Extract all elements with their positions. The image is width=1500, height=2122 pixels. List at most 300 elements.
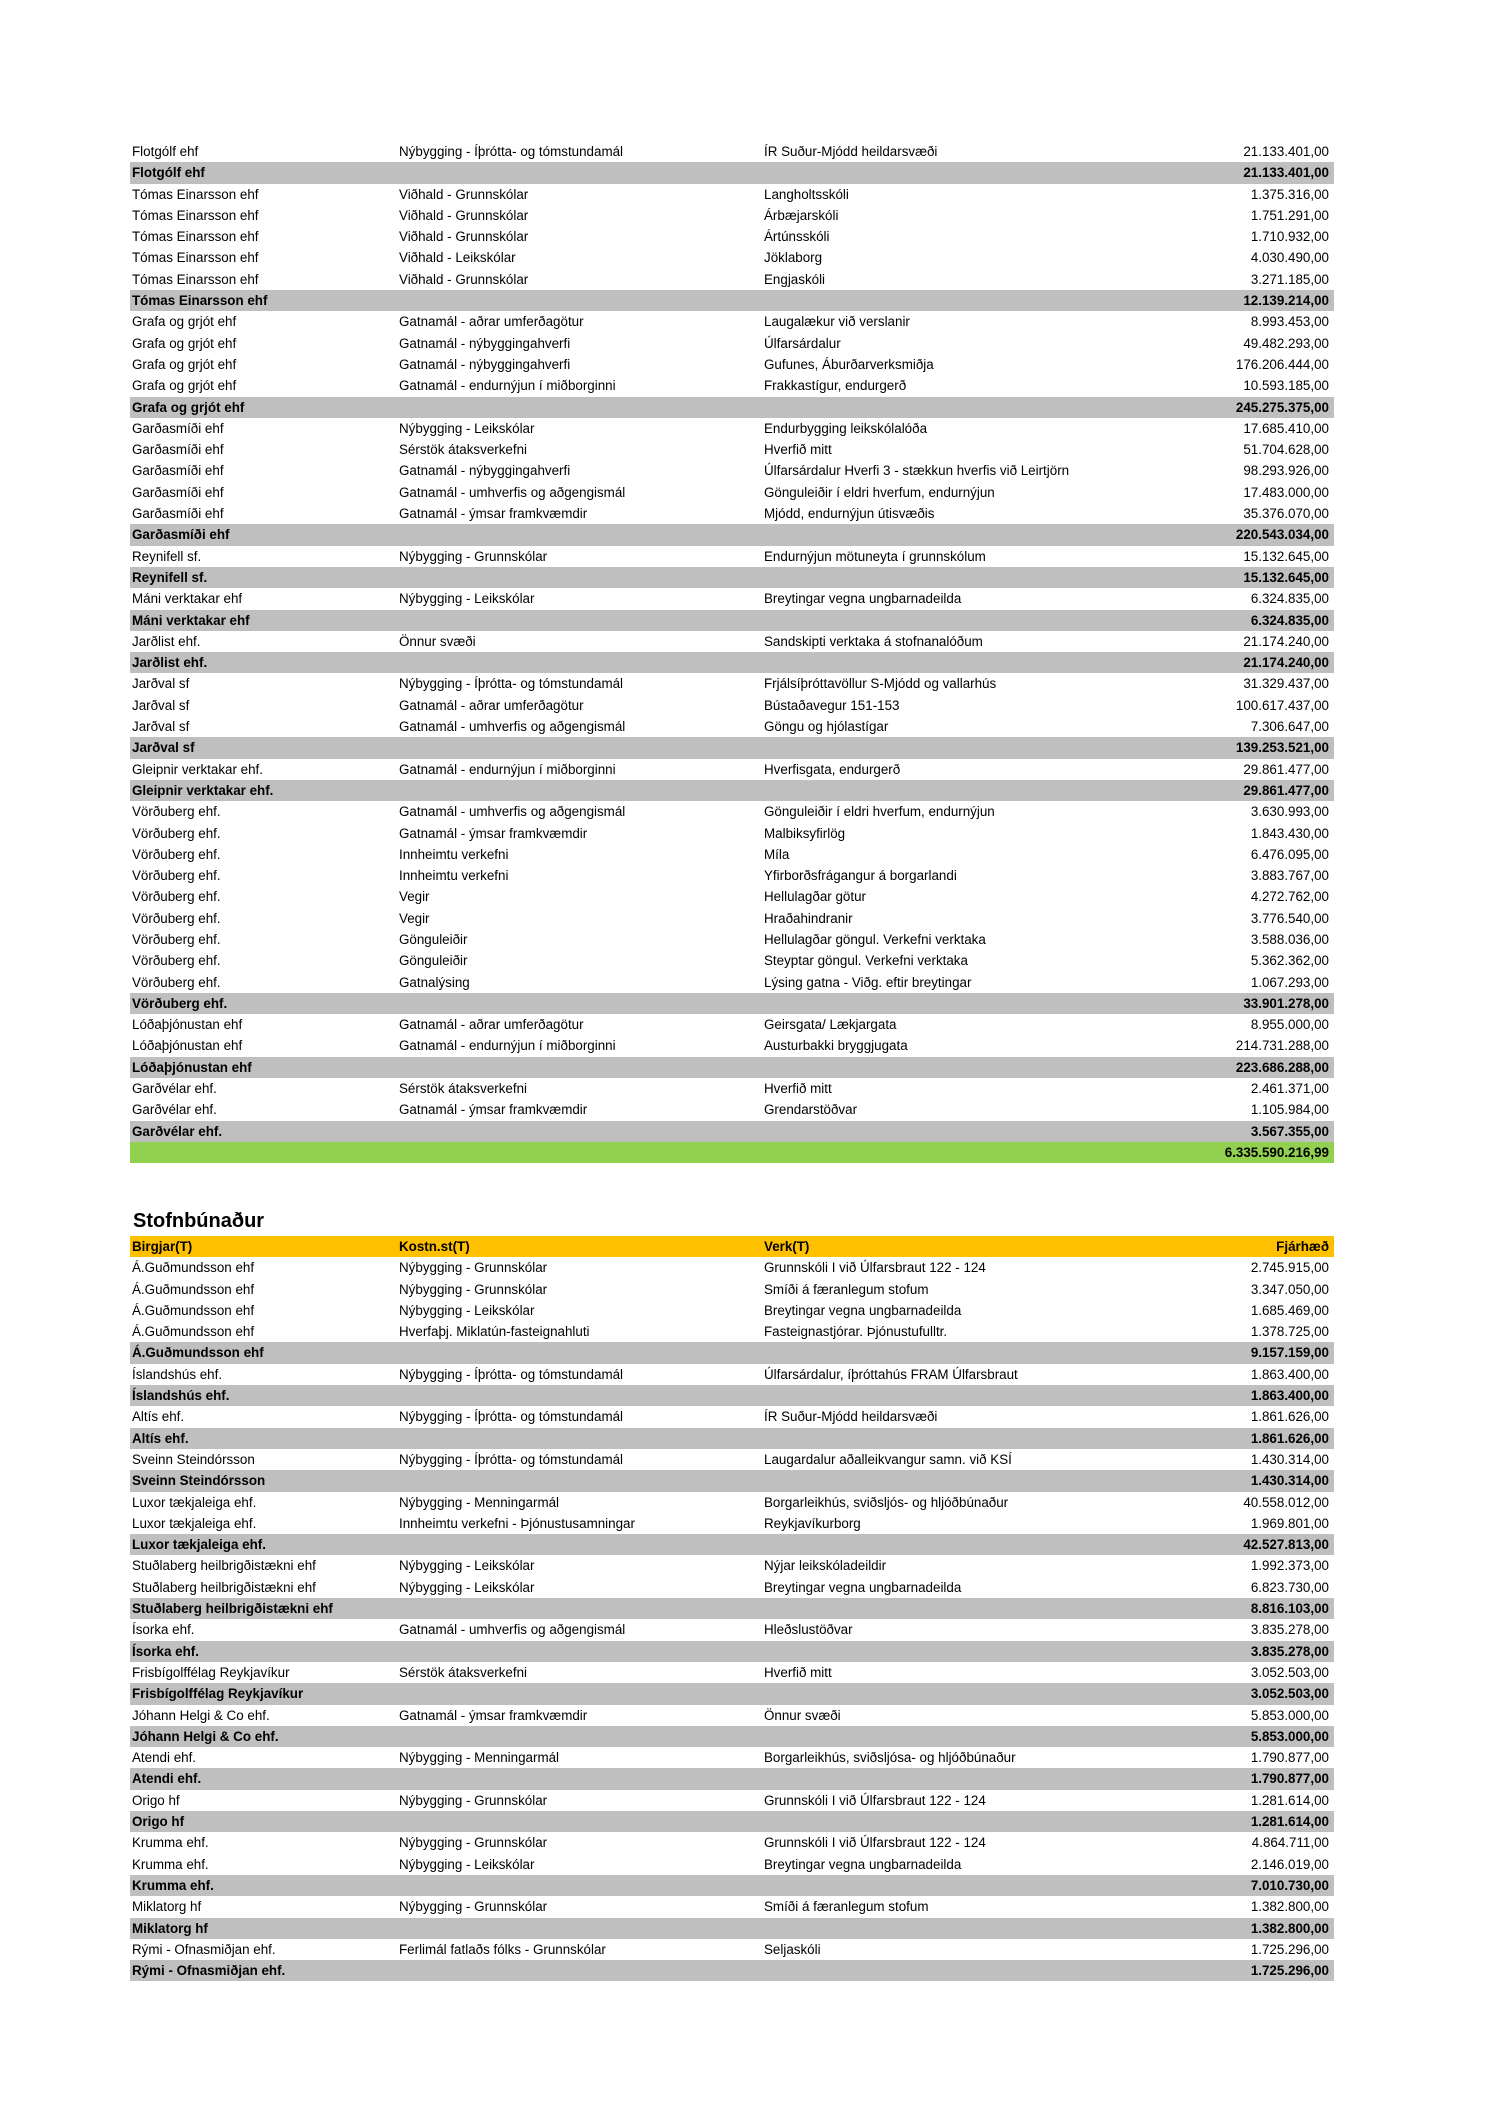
cell-project: Breytingar vegna ungbarnadeilda (764, 1579, 962, 1595)
cell-project: Úlfarsárdalur (764, 335, 841, 351)
cell-amount: 9.157.159,00 (1250, 1345, 1329, 1361)
cell-cost-center: Innheimtu verkefni (399, 868, 509, 884)
cell-supplier: Flotgólf ehf (132, 165, 205, 181)
table-row (130, 482, 1334, 503)
cell-cost-center: Nýbygging - Íþrótta- og tómstundamál (399, 144, 624, 159)
cell-cost-center: Gatnamál - aðrar umferðagötur (399, 697, 584, 713)
table-row (130, 950, 1334, 971)
cell-amount: 3.567.355,00 (1250, 1123, 1329, 1139)
cell-project: Borgarleikhús, sviðsljósa- og hljóðbúnaður (764, 1750, 1016, 1766)
cell-supplier: Vörðuberg ehf. (132, 910, 221, 926)
cell-project (764, 1683, 1208, 1704)
cell-amount: 2.146.019,00 (1250, 1856, 1329, 1872)
cell-supplier: Lóðaþjónustan ehf (132, 1059, 252, 1075)
table-row (130, 929, 1334, 950)
cell-amount: 6.335.590.216,99 (1224, 1144, 1329, 1160)
cell-cost-center: Nýbygging - Grunnskólar (399, 1899, 548, 1915)
cell-amount: 4.864.711,00 (1251, 1835, 1329, 1851)
subtotal-row (130, 1342, 1334, 1363)
cell-amount: 220.543.034,00 (1235, 527, 1329, 543)
table-row (130, 503, 1334, 524)
cell-cost-center: Viðhald - Grunnskólar (399, 186, 529, 202)
cell-supplier: Sveinn Steindórsson (132, 1473, 266, 1489)
cell-amount: 10.593.185,00 (1243, 378, 1329, 394)
cell-amount: 15.132.645,00 (1243, 548, 1329, 564)
cell-project: Seljaskóli (764, 1941, 821, 1957)
cell-supplier: Vörðuberg ehf. (132, 868, 221, 884)
cell-amount: 1.992.373,00 (1250, 1558, 1329, 1574)
cell-cost-center (399, 610, 764, 631)
cell-supplier: Altís ehf. (132, 1409, 185, 1425)
table-row (130, 759, 1334, 780)
cell-supplier: Frisbígolffélag Reykjavíkur (132, 1686, 304, 1702)
cell-cost-center: Gatnamál - umhverfis og aðgengismál (399, 1622, 626, 1638)
table-row (130, 205, 1334, 226)
cell-amount: 1.430.314,00 (1250, 1451, 1329, 1467)
cell-amount: 17.483.000,00 (1243, 484, 1329, 500)
cell-amount: 3.630.993,00 (1250, 804, 1329, 820)
subtotal-row (130, 610, 1334, 631)
cell-amount: 6.823.730,00 (1250, 1579, 1329, 1595)
cell-cost-center: Nýbygging - Leikskólar (399, 420, 535, 436)
cell-cost-center: Viðhald - Grunnskólar (399, 207, 529, 223)
cell-cost-center: Gatnamál - endurnýjun í miðborginni (399, 378, 616, 394)
subtotal-row (130, 780, 1334, 801)
table-row (130, 1035, 1334, 1056)
cell-project: Frjálsíþróttavöllur S-Mjódd og vallarhús (764, 676, 997, 692)
cell-amount: 1.861.626,00 (1250, 1430, 1329, 1446)
cell-amount: 3.776.540,00 (1250, 910, 1329, 926)
cell-project (764, 1768, 1208, 1789)
cell-cost-center: Nýbygging - Menningarmál (399, 1494, 560, 1510)
table-row (130, 1747, 1334, 1768)
cell-project: Gönguleiðir í eldri hverfum, endurnýjun (764, 484, 995, 500)
cell-supplier: Á.Guðmundsson ehf (132, 1281, 255, 1297)
cell-supplier: Íslandshús ehf. (132, 1366, 223, 1382)
cell-supplier: Lóðaþjónustan ehf (132, 1038, 243, 1054)
table-row (130, 226, 1334, 247)
cell-supplier: Origo hf (132, 1814, 185, 1830)
table-row (130, 1014, 1334, 1035)
cell-amount: 1.382.800,00 (1250, 1899, 1329, 1915)
cell-cost-center (399, 1470, 764, 1491)
cell-project: Langholtsskóli (764, 186, 849, 202)
table-row (130, 695, 1334, 716)
cell-cost-center (399, 993, 764, 1014)
cell-project (764, 780, 1208, 801)
cell-amount: 223.686.288,00 (1235, 1059, 1329, 1075)
cell-supplier (130, 1142, 399, 1163)
table-row (130, 631, 1334, 652)
table-row (130, 673, 1334, 694)
cell-project: Sandskipti verktaka á stofnanalóðum (764, 633, 983, 649)
cell-project: Ártúnsskóli (764, 229, 830, 245)
cell-project: Árbæjarskóli (764, 207, 839, 223)
cell-supplier: Garðvélar ehf. (132, 1102, 217, 1118)
cell-amount: 33.901.278,00 (1243, 995, 1329, 1011)
cell-project: Jöklaborg (764, 250, 823, 266)
cell-supplier: Grafa og grjót ehf (132, 399, 245, 415)
cell-project (764, 397, 1208, 418)
cell-cost-center (399, 1598, 764, 1619)
table-row (130, 1705, 1334, 1726)
cell-amount: 1.790.877,00 (1250, 1771, 1329, 1787)
cell-cost-center (399, 162, 764, 183)
cell-amount: 1.281.614,00 (1250, 1814, 1329, 1830)
cell-amount: 17.685.410,00 (1243, 420, 1329, 436)
cell-amount: 100.617.437,00 (1235, 697, 1329, 713)
cell-project: Mjódd, endurnýjun útisvæðis (764, 506, 935, 522)
table-row (130, 716, 1334, 737)
table-row (130, 844, 1334, 865)
subtotal-row (130, 1875, 1334, 1896)
cell-supplier: Tómas Einarsson ehf (132, 229, 259, 245)
cell-cost-center: Gatnamál - nýbyggingahverfi (399, 335, 571, 351)
cell-amount: 3.835.278,00 (1250, 1643, 1329, 1659)
cell-project: Frakkastígur, endurgerð (764, 378, 907, 394)
cell-project: Hverfið mitt (764, 442, 832, 458)
cell-cost-center: Nýbygging - Íþrótta- og tómstundamál (399, 1366, 624, 1382)
cell-cost-center (399, 1726, 764, 1747)
cell-cost-center: Ferlimál fatlaðs fólks - Grunnskólar (399, 1941, 606, 1957)
cell-supplier: Vörðuberg ehf. (132, 931, 221, 947)
cell-supplier: Máni verktakar ehf (132, 612, 250, 628)
cell-project: Breytingar vegna ungbarnadeilda (764, 1302, 962, 1318)
cell-project (764, 1142, 1208, 1163)
cell-amount: 21.174.240,00 (1243, 655, 1329, 671)
cell-cost-center (399, 1121, 764, 1142)
cell-supplier: Á.Guðmundsson ehf (132, 1345, 264, 1361)
cell-amount: 40.558.012,00 (1243, 1494, 1329, 1510)
cell-supplier: Krumma ehf. (132, 1856, 209, 1872)
cell-amount: 1.861.626,00 (1250, 1409, 1329, 1425)
cell-project (764, 567, 1208, 588)
cell-amount: 29.861.477,00 (1243, 761, 1329, 777)
subtotal-row (130, 1598, 1334, 1619)
cell-cost-center: Nýbygging - Leikskólar (399, 1558, 535, 1574)
cell-amount: 21.174.240,00 (1243, 633, 1329, 649)
cell-cost-center: Gatnamál - nýbyggingahverfi (399, 463, 571, 479)
cell-cost-center: Nýbygging - Grunnskólar (399, 1792, 548, 1808)
cell-project: Grunnskóli I við Úlfarsbraut 122 - 124 (764, 1260, 986, 1276)
cell-amount: 6.324.835,00 (1250, 591, 1329, 607)
table-row (130, 141, 1334, 162)
table-row (130, 375, 1334, 396)
cell-amount: 4.030.490,00 (1250, 250, 1329, 266)
cell-project (764, 1470, 1208, 1491)
cell-supplier: Luxor tækjaleiga ehf. (132, 1537, 266, 1553)
table-row (130, 1300, 1334, 1321)
cell-cost-center (399, 1918, 764, 1939)
subtotal-row (130, 1385, 1334, 1406)
cell-supplier: Á.Guðmundsson ehf (132, 1302, 255, 1318)
cell-project: Önnur svæði (764, 1707, 841, 1723)
cell-amount: 1.281.614,00 (1250, 1792, 1329, 1808)
cell-amount: 31.329.437,00 (1243, 676, 1329, 692)
cell-project: Endurbygging leikskólalóða (764, 420, 928, 436)
grand-total-row (130, 1142, 1334, 1163)
cell-supplier: Vörðuberg ehf. (132, 953, 221, 969)
cell-cost-center (399, 1641, 764, 1662)
table-row (130, 588, 1334, 609)
cell-amount: 2.461.371,00 (1250, 1081, 1329, 1097)
cell-cost-center (399, 1960, 764, 1981)
cell-supplier: Jarðval sf (132, 697, 190, 713)
cell-cost-center: Gatnamál - nýbyggingahverfi (399, 356, 571, 372)
cell-cost-center: Gatnamál - ýmsar framkvæmdir (399, 1707, 588, 1723)
cell-project: Laugalækur við verslanir (764, 314, 910, 330)
cell-project (764, 1811, 1208, 1832)
cell-cost-center: Önnur svæði (399, 633, 476, 649)
cell-supplier: Miklatorg hf (132, 1899, 202, 1915)
table-row (130, 1257, 1334, 1278)
cell-project: Gufunes, Áburðarverksmiðja (764, 356, 934, 372)
subtotal-row (130, 1683, 1334, 1704)
cell-amount: 245.275.375,00 (1235, 399, 1329, 415)
cell-amount: 8.816.103,00 (1250, 1601, 1329, 1617)
cell-amount: 3.588.036,00 (1250, 931, 1329, 947)
cell-cost-center: Nýbygging - Íþrótta- og tómstundamál (399, 676, 624, 692)
cell-supplier: Tómas Einarsson ehf (132, 250, 259, 266)
cell-cost-center: Nýbygging - Grunnskólar (399, 1260, 548, 1276)
subtotal-row (130, 1428, 1334, 1449)
cell-project (764, 1428, 1208, 1449)
cell-project (764, 1918, 1208, 1939)
cell-supplier: Tómas Einarsson ehf (132, 207, 259, 223)
cell-project: Malbiksyfirlög (764, 825, 846, 841)
cell-supplier: Garðasmíði ehf (132, 420, 224, 436)
cell-project: Fasteignastjórar. Þjónustufulltr. (764, 1324, 948, 1340)
cell-project (764, 1875, 1208, 1896)
cell-supplier: Garðasmíði ehf (132, 506, 224, 522)
table-row (130, 1555, 1334, 1576)
cell-amount: 35.376.070,00 (1243, 506, 1329, 522)
cell-project: ÍR Suður-Mjódd heildarsvæði (764, 1409, 938, 1425)
cell-supplier: Vörðuberg ehf. (132, 974, 221, 990)
cell-project (764, 652, 1208, 673)
subtotal-row (130, 1534, 1334, 1555)
cell-cost-center (399, 567, 764, 588)
cell-cost-center (399, 1534, 764, 1555)
cell-cost-center: Nýbygging - Leikskólar (399, 1856, 535, 1872)
cell-amount: 1.863.400,00 (1250, 1366, 1329, 1382)
cell-amount: 1.430.314,00 (1250, 1473, 1329, 1489)
cell-project (764, 162, 1208, 183)
cell-cost-center: Gatnamál - ýmsar framkvæmdir (399, 825, 588, 841)
header-amount: Fjárhæð (1276, 1239, 1329, 1254)
subtotal-row (130, 567, 1334, 588)
cell-cost-center: Sérstök átaksverkefni (399, 1081, 528, 1097)
subtotal-row (130, 1057, 1334, 1078)
cell-cost-center: Innheimtu verkefni - Þjónustusamningar (399, 1515, 635, 1531)
cell-supplier: Jóhann Helgi & Co ehf. (132, 1707, 270, 1723)
cell-cost-center: Viðhald - Grunnskólar (399, 229, 529, 245)
cell-project (764, 1057, 1208, 1078)
cell-cost-center (399, 1875, 764, 1896)
cell-project: Hverfið mitt (764, 1664, 832, 1680)
cell-project: Borgarleikhús, sviðsljós- og hljóðbúnaður (764, 1494, 1009, 1510)
cell-supplier: Vörðuberg ehf. (132, 889, 221, 905)
table-row (130, 1513, 1334, 1534)
cell-project: Gönguleiðir í eldri hverfum, endurnýjun (764, 804, 995, 820)
cell-supplier: Garðasmíði ehf (132, 442, 224, 458)
cell-project: Grunnskóli I við Úlfarsbraut 122 - 124 (764, 1792, 986, 1808)
cell-amount: 1.378.725,00 (1250, 1324, 1329, 1340)
subtotal-row (130, 162, 1334, 183)
cell-amount: 1.710.932,00 (1250, 229, 1329, 245)
cell-amount: 12.139.214,00 (1243, 293, 1329, 309)
cell-project: Grunnskóli I við Úlfarsbraut 122 - 124 (764, 1835, 986, 1851)
cell-amount: 6.476.095,00 (1250, 846, 1329, 862)
cell-project: Austurbakki bryggjugata (764, 1038, 908, 1054)
cell-supplier: Grafa og grjót ehf (132, 314, 237, 330)
table-row (130, 1279, 1334, 1300)
cell-project: Breytingar vegna ungbarnadeilda (764, 591, 962, 607)
cell-project (764, 1342, 1208, 1363)
cell-supplier: Garðvélar ehf. (132, 1081, 217, 1097)
table-row (130, 1854, 1334, 1875)
cell-supplier: Jarðval sf (132, 740, 195, 756)
cell-supplier: Vörðuberg ehf. (132, 846, 221, 862)
table-row (130, 886, 1334, 907)
cell-project (764, 737, 1208, 758)
cell-supplier: Jarðval sf (132, 676, 190, 692)
cell-supplier: Reynifell sf. (132, 569, 208, 585)
cell-cost-center (399, 780, 764, 801)
cell-cost-center: Nýbygging - Grunnskólar (399, 1835, 548, 1851)
cell-supplier: Garðvélar ehf. (132, 1123, 223, 1139)
cell-cost-center (399, 524, 764, 545)
cell-project (764, 524, 1208, 545)
cell-amount: 3.347.050,00 (1250, 1281, 1329, 1297)
cell-project: Úlfarsárdalur, íþróttahús FRAM Úlfarsbraut (764, 1366, 1018, 1382)
cell-amount: 21.133.401,00 (1243, 165, 1329, 181)
cell-amount: 2.745.915,00 (1250, 1260, 1329, 1276)
cell-project (764, 993, 1208, 1014)
subtotal-row (130, 737, 1334, 758)
cell-cost-center (399, 1342, 764, 1363)
cell-supplier: Máni verktakar ehf (132, 591, 243, 607)
cell-amount: 7.010.730,00 (1250, 1877, 1329, 1893)
cell-supplier: Grafa og grjót ehf (132, 378, 237, 394)
cell-cost-center (399, 1811, 764, 1832)
subtotal-row (130, 1470, 1334, 1491)
cell-cost-center: Gönguleiðir (399, 931, 468, 947)
cell-cost-center: Gatnamál - aðrar umferðagötur (399, 1017, 584, 1033)
cell-cost-center: Gatnamál - endurnýjun í miðborginni (399, 761, 616, 777)
cell-cost-center: Nýbygging - Leikskólar (399, 1302, 535, 1318)
table-header-row (130, 1236, 1334, 1257)
cell-amount: 5.853.000,00 (1250, 1707, 1329, 1723)
cell-cost-center (399, 290, 764, 311)
cell-project: Reykjavíkurborg (764, 1515, 861, 1531)
cell-amount: 8.993.453,00 (1250, 314, 1329, 330)
cell-cost-center: Sérstök átaksverkefni (399, 1664, 528, 1680)
table-row (130, 439, 1334, 460)
cell-cost-center: Nýbygging - Íþrótta- og tómstundamál (399, 1409, 624, 1425)
cell-supplier: Krumma ehf. (132, 1835, 209, 1851)
cell-supplier: Gleipnir verktakar ehf. (132, 782, 274, 798)
cell-project: Endurnýjun mötuneyta í grunnskólum (764, 548, 986, 564)
cell-amount: 15.132.645,00 (1243, 569, 1329, 585)
cell-project (764, 1641, 1208, 1662)
cell-amount: 29.861.477,00 (1243, 782, 1329, 798)
cell-supplier: Ísorka ehf. (132, 1622, 195, 1638)
table-row (130, 801, 1334, 822)
cell-supplier: Vörðuberg ehf. (132, 825, 221, 841)
table-row (130, 1449, 1334, 1470)
cell-project: Engjaskóli (764, 271, 826, 287)
cell-supplier: Origo hf (132, 1792, 180, 1808)
cell-project: ÍR Suður-Mjódd heildarsvæði (764, 144, 938, 159)
table-row (130, 972, 1334, 993)
cell-amount: 21.133.401,00 (1243, 144, 1329, 159)
cell-supplier: Reynifell sf. (132, 548, 202, 564)
cell-supplier: Íslandshús ehf. (132, 1388, 230, 1404)
table-row (130, 354, 1334, 375)
table-row (130, 823, 1334, 844)
table-row (130, 908, 1334, 929)
cell-project: Hverfisgata, endurgerð (764, 761, 901, 777)
cell-amount: 1.725.296,00 (1250, 1941, 1329, 1957)
cell-supplier: Atendi ehf. (132, 1771, 202, 1787)
subtotal-row (130, 1918, 1334, 1939)
cell-supplier: Rými - Ofnasmiðjan ehf. (132, 1963, 286, 1979)
cell-supplier: Tómas Einarsson ehf (132, 293, 268, 309)
cell-cost-center: Hverfaþj. Miklatún-fasteignahluti (399, 1324, 590, 1340)
cell-project: Yfirborðsfrágangur á borgarlandi (764, 868, 957, 884)
cell-cost-center (399, 1385, 764, 1406)
cell-amount: 1.685.469,00 (1250, 1302, 1329, 1318)
cell-supplier: Á.Guðmundsson ehf (132, 1260, 255, 1276)
cell-supplier: Jarðlist ehf. (132, 633, 201, 649)
cell-supplier: Vörðuberg ehf. (132, 995, 228, 1011)
cell-cost-center (399, 1057, 764, 1078)
cell-supplier: Frisbígolffélag Reykjavíkur (132, 1664, 290, 1680)
cell-cost-center (399, 1768, 764, 1789)
cell-project: Hleðslustöðvar (764, 1622, 853, 1638)
cell-project (764, 1598, 1208, 1619)
cell-cost-center: Gatnalýsing (399, 974, 470, 990)
cell-amount: 3.052.503,00 (1250, 1686, 1329, 1702)
table-row (130, 1492, 1334, 1513)
cell-project (764, 1385, 1208, 1406)
cell-amount: 3.883.767,00 (1250, 868, 1329, 884)
cell-cost-center: Vegir (399, 889, 430, 905)
cell-cost-center: Innheimtu verkefni (399, 846, 509, 862)
cell-supplier: Tómas Einarsson ehf (132, 271, 259, 287)
section-title: Stofnbúnaður (133, 1210, 265, 1232)
cell-project (764, 290, 1208, 311)
cell-project: Geirsgata/ Lækjargata (764, 1017, 897, 1033)
cell-project (764, 1121, 1208, 1142)
cell-cost-center: Gatnamál - aðrar umferðagötur (399, 314, 584, 330)
cell-supplier: Á.Guðmundsson ehf (132, 1324, 255, 1340)
cell-cost-center (399, 1142, 764, 1163)
cell-cost-center: Nýbygging - Menningarmál (399, 1750, 560, 1766)
contractor-table-stofnbunadur (130, 1236, 1334, 1981)
cell-cost-center: Nýbygging - Grunnskólar (399, 548, 548, 564)
cell-supplier: Grafa og grjót ehf (132, 335, 237, 351)
cell-cost-center: Gatnamál - umhverfis og aðgengismál (399, 484, 626, 500)
cell-supplier: Stuðlaberg heilbrigðistækni ehf (132, 1558, 316, 1574)
cell-supplier: Rými - Ofnasmiðjan ehf. (132, 1941, 276, 1957)
cell-supplier: Grafa og grjót ehf (132, 356, 237, 372)
cell-cost-center (399, 737, 764, 758)
table-row (130, 418, 1334, 439)
cell-cost-center: Viðhald - Grunnskólar (399, 271, 529, 287)
table-row (130, 1099, 1334, 1120)
